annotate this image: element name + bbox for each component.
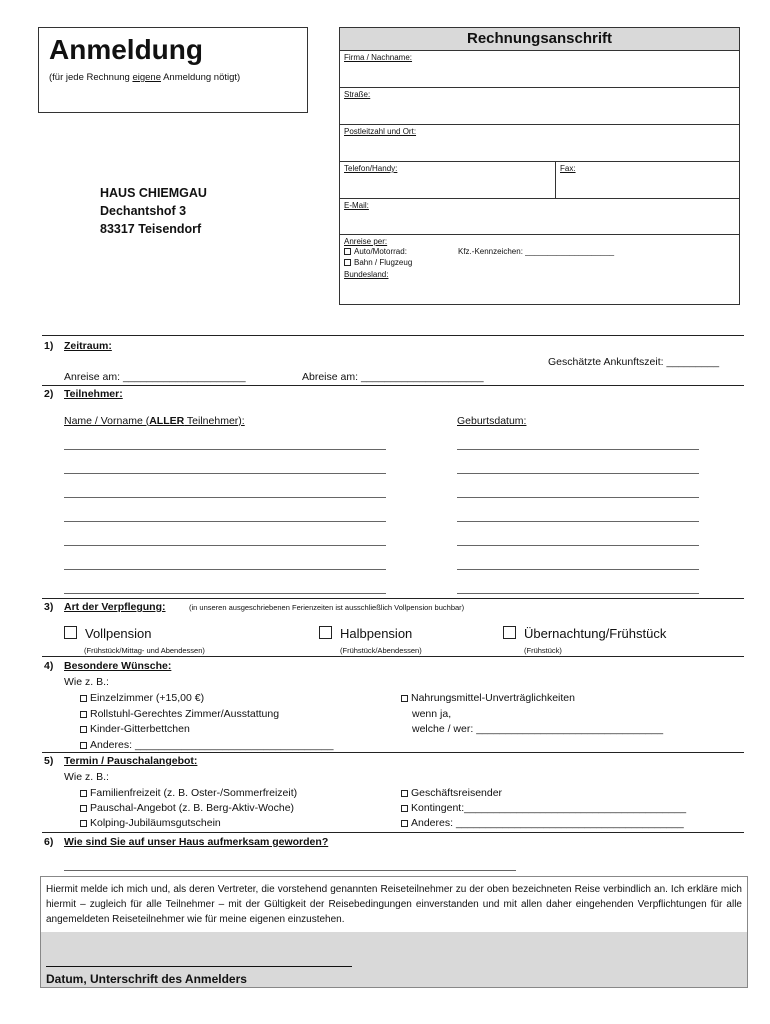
checkbox[interactable] — [80, 805, 87, 812]
geburt-line[interactable] — [457, 473, 699, 474]
name-line[interactable] — [64, 473, 386, 474]
billing-box — [339, 27, 740, 305]
checkbox[interactable] — [401, 695, 408, 702]
kolping-option[interactable]: Kolping-Jubiläumsgutschein — [80, 816, 297, 831]
name-line[interactable] — [64, 521, 386, 522]
checkbox[interactable] — [80, 742, 87, 749]
section3-note: (in unseren ausgeschriebenen Ferienzeiten ist ausschließlich Vollpension buchbar) — [189, 603, 465, 612]
pauschal-option[interactable]: Pauschal-Angebot (z. B. Berg-Aktiv-Woche) — [80, 801, 297, 816]
section1-number: 1) — [44, 340, 54, 352]
name-line[interactable] — [64, 497, 386, 498]
geburt-line[interactable] — [457, 497, 699, 498]
checkbox[interactable] — [80, 695, 87, 702]
divider — [42, 832, 744, 833]
checkbox[interactable] — [80, 711, 87, 718]
checkbox[interactable] — [80, 820, 87, 827]
plz-label: Postleitzahl und Ort: — [344, 127, 417, 136]
divider — [42, 656, 744, 657]
anderes-option[interactable]: Anderes: __________________________________ — [80, 738, 334, 754]
declaration-box — [40, 876, 748, 988]
title-note: (für jede Rechnung eigene Anmeldung nötigt) — [49, 72, 241, 83]
signature-label: Datum, Unterschrift des Anmelders — [46, 972, 247, 986]
email-label: E-Mail: — [344, 201, 369, 210]
anreise-date-field[interactable]: Anreise am: _____________________ — [64, 371, 246, 383]
vollpension-sub: (Frühstück/Mittag- und Abendessen) — [84, 646, 205, 655]
name-line[interactable] — [64, 569, 386, 570]
vollpension-checkbox[interactable] — [64, 626, 77, 639]
uebernachtung-checkbox[interactable] — [503, 626, 516, 639]
signature-line[interactable] — [46, 966, 352, 967]
auto-checkbox[interactable] — [344, 248, 351, 255]
anreise-block — [340, 234, 739, 304]
fax-field[interactable] — [556, 161, 739, 199]
firma-label: Firma / Nachname: — [344, 53, 413, 62]
section1-title: Zeitraum: — [64, 340, 112, 352]
section6-title: Wie sind Sie auf unser Haus aufmerksam geworden? — [64, 836, 329, 848]
address-city: 83317 Teisendorf — [100, 222, 202, 236]
address-block — [100, 184, 207, 238]
divider — [42, 335, 744, 336]
section3-number: 3) — [44, 601, 54, 613]
section5-number: 5) — [44, 755, 54, 767]
divider — [42, 385, 744, 386]
section5-title: Termin / Pauschalangebot: — [64, 755, 198, 767]
anderes5-option[interactable]: Anderes: _______________________________________ — [401, 816, 686, 831]
uebernachtung-option[interactable]: Übernachtung/Frühstück — [503, 626, 666, 641]
section4-left-list — [80, 691, 334, 753]
name-column-header: Name / Vorname (ALLER Teilnehmer): — [64, 415, 245, 427]
billing-heading: Rechnungsanschrift — [340, 28, 739, 51]
geschaeftsreisender-option[interactable]: Geschäftsreisender — [401, 786, 686, 801]
fax-label: Fax: — [560, 164, 576, 173]
wenn-ja-label: wenn ja, — [412, 707, 452, 720]
declaration-text: Hiermit melde ich mich und, als deren Vertreter, die vorstehend genannten Reiseteilnehmer zu der oben bezeichneten Reise verbindlich an. Ich erkläre mich hiermit – zugleich für alle Teilnehmer – mit der Gültigkeit der Reisebedingungen einverstanden und mit allen daher eingehenden Verpflichtungen für alle angemeldeten Reiseteilnehmer wie für meine eigenen einzustehen. — [46, 884, 742, 925]
name-line[interactable] — [64, 545, 386, 546]
section4-number: 4) — [44, 660, 54, 672]
checkbox[interactable] — [401, 790, 408, 797]
section4-title: Besondere Wünsche: — [64, 660, 172, 672]
name-line[interactable] — [64, 449, 386, 450]
aufmerksam-line[interactable] — [64, 870, 516, 871]
bahn-checkbox[interactable] — [344, 259, 351, 266]
einzelzimmer-option[interactable]: Einzelzimmer (+15,00 €) — [80, 691, 334, 707]
auto-option[interactable]: Auto/Motorrad: — [344, 247, 407, 256]
section4-right-list — [401, 691, 663, 738]
bundesland-label: Bundesland: — [344, 270, 389, 279]
strasse-label: Straße: — [344, 90, 371, 99]
ankunft-field[interactable]: Geschätzte Ankunftszeit: _________ — [548, 356, 720, 368]
checkbox[interactable] — [80, 726, 87, 733]
telefon-label: Telefon/Handy: — [344, 164, 398, 173]
section2-title: Teilnehmer: — [64, 388, 123, 400]
firma-field[interactable] — [340, 50, 739, 88]
section5-right-list — [401, 786, 686, 831]
halbpension-option[interactable]: Halbpension — [319, 626, 412, 641]
section5-wie: Wie z. B.: — [64, 771, 109, 783]
divider — [42, 598, 744, 599]
strasse-field[interactable] — [340, 87, 739, 125]
familienfreizeit-option[interactable]: Familienfreizeit (z. B. Oster-/Sommerfreizeit) — [80, 786, 297, 801]
title-box — [38, 27, 308, 113]
plz-field[interactable] — [340, 124, 739, 162]
halbpension-sub: (Frühstück/Abendessen) — [340, 646, 422, 655]
page-title: Anmeldung — [49, 34, 203, 65]
geburt-line[interactable] — [457, 593, 699, 594]
section3-title: Art der Verpflegung: — [64, 601, 166, 613]
checkbox[interactable] — [401, 820, 408, 827]
checkbox[interactable] — [401, 805, 408, 812]
welche-field[interactable]: welche / wer: ________________________________ — [412, 723, 664, 735]
checkbox[interactable] — [80, 790, 87, 797]
kfz-field[interactable]: Kfz.-Kennzeichen: ____________________ — [458, 247, 615, 256]
nahrung-option[interactable]: Nahrungsmittel-Unverträglichkeiten — [401, 691, 663, 707]
kinderbett-option[interactable]: Kinder-Gitterbettchen — [80, 722, 334, 738]
email-field[interactable] — [340, 198, 739, 235]
halbpension-checkbox[interactable] — [319, 626, 332, 639]
geburt-line[interactable] — [457, 569, 699, 570]
uebernachtung-sub: (Frühstück) — [524, 646, 562, 655]
section6-number: 6) — [44, 836, 54, 848]
section5-left-list — [80, 786, 297, 831]
geburt-line[interactable] — [457, 545, 699, 546]
address-street: Dechantshof 3 — [100, 204, 187, 218]
name-line[interactable] — [64, 593, 386, 594]
geburt-line[interactable] — [457, 521, 699, 522]
bahn-option[interactable]: Bahn / Flugzeug — [344, 258, 412, 267]
rollstuhl-option[interactable]: Rollstuhl-Gerechtes Zimmer/Ausstattung — [80, 707, 334, 723]
section2-number: 2) — [44, 388, 54, 400]
divider — [42, 752, 744, 753]
section4-wie: Wie z. B.: — [64, 676, 109, 688]
kontingent-option[interactable]: Kontingent:______________________________________ — [401, 801, 686, 816]
vollpension-option[interactable]: Vollpension — [64, 626, 152, 641]
geburt-line[interactable] — [457, 449, 699, 450]
telefon-field[interactable] — [340, 161, 556, 199]
anreise-label: Anreise per: — [344, 237, 388, 246]
abreise-date-field[interactable]: Abreise am: _____________________ — [302, 371, 484, 383]
geburt-column-header: Geburtsdatum: — [457, 415, 527, 427]
address-name: HAUS CHIEMGAU — [100, 186, 207, 200]
